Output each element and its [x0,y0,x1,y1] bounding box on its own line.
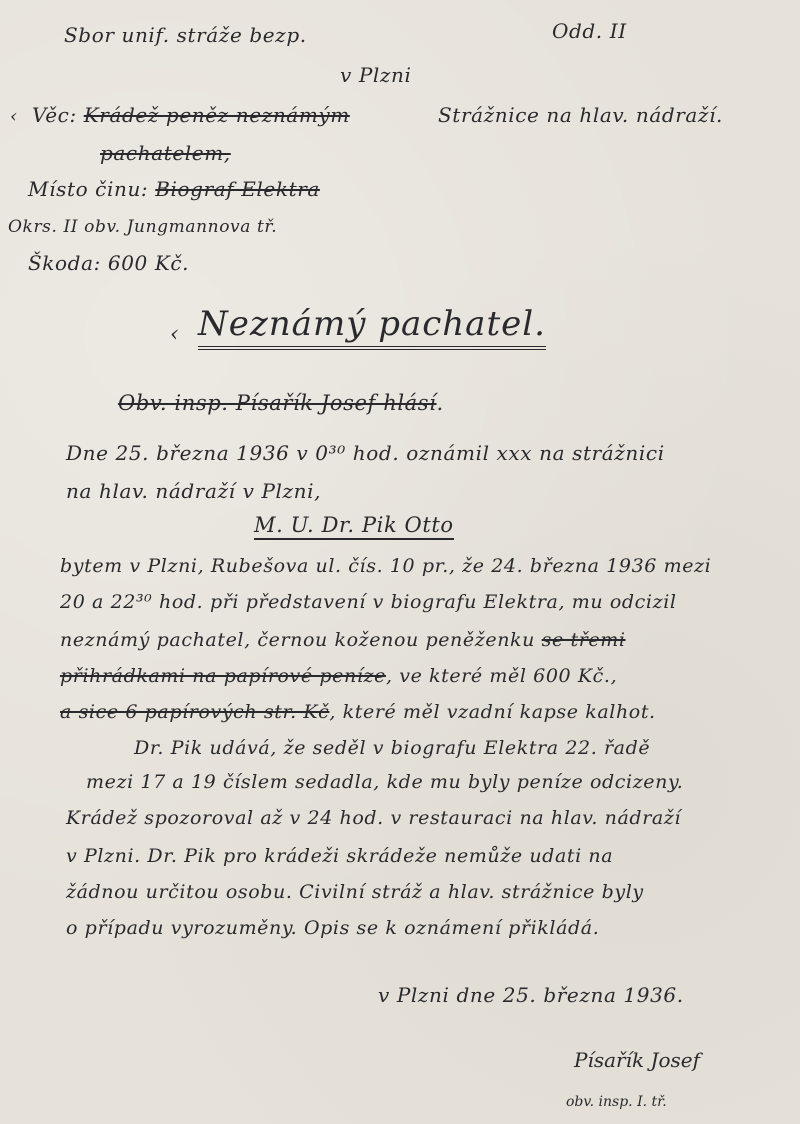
body-line-9: mezi 17 a 19 číslem sedadla, kde mu byly peníze odcizeny. [86,771,684,793]
body-line-5 [60,630,626,651]
signature-rank: obv. insp. I. tř. [566,1094,667,1110]
subject-text-line2: pachatelem, [100,141,231,165]
body-line-10: Krádež spozoroval až v 24 hod. v restauraci na hlav. nádraží [66,807,682,829]
org-line-1: Sbor unif. stráže bezp. [64,23,307,47]
org-line-2: v Plzni [340,63,412,87]
body-line-5-a: neznámý pachatel, černou koženou peněženku [60,629,535,651]
place-line-1 [28,178,320,200]
title-mark: ‹ [170,322,179,347]
damage-value: 600 Kč. [107,251,190,275]
body-line-1: Dne 25. března 1936 v 0³⁰ hod. oznámil xxx na strážnici [66,441,665,465]
page-title: Neznámý pachatel. [198,304,546,350]
body-line-13: o případu vyrozuměny. Opis se k oznámení přikládá. [66,917,600,939]
subject-line-2 [100,142,231,164]
subject-line-1 [32,104,350,126]
body-line-7 [60,702,656,723]
body-line-6 [60,666,617,687]
place-line-2: Okrs. II obv. Jungmannova tř. [8,217,278,237]
station-label: Strážnice na hlav. nádraží. [438,103,724,127]
body-line-11: v Plzni. Dr. Pik pro krádeži skrádeže nemůže udati na [66,845,614,867]
body-line-2: na hlav. nádraží v Plzni, [66,479,322,503]
damage-label: Škoda: [28,251,101,275]
reporter-suffix: . [436,391,444,415]
subject-text-struck: Krádež peněz neznámým [83,103,350,127]
dateline: v Plzni dne 25. března 1936. [378,983,684,1007]
body-line-8: Dr. Pik udává, že seděl v biografu Elektra 22. řadě [134,737,651,759]
body-line-12: žádnou určitou osobu. Civilní stráž a hlav. strážnice byly [66,881,644,903]
place-label: Místo činu: [28,177,149,201]
complainant-name: M. U. Dr. Pik Otto [254,514,454,540]
signature-name: Písařík Josef [574,1048,701,1072]
damage-line [28,252,189,274]
body-line-6-struck: přihrádkami na papírové peníze [60,665,386,687]
reporter-struck: Obv. insp. Písařík Josef hlásí [118,391,437,415]
body-line-5-struck: se třemi [541,629,626,651]
body-line-7-struck: a sice 6 papírových str. Kč [60,701,330,723]
margin-mark: ‹ [10,106,18,127]
body-line-6-b: , ve které měl 600 Kč., [385,665,618,687]
body-line-7-b: , které měl vzadní kapse kalhot. [329,701,656,723]
subject-prefix: Věc: [32,103,77,127]
body-line-4: 20 a 22³⁰ hod. při představení v biografu Elektra, mu odcizil [60,591,677,613]
reporter-line [118,392,444,415]
body-line-3: bytem v Plzni, Rubešova ul. čís. 10 pr., že 24. března 1936 mezi [60,555,712,577]
department-label: Odd. II [552,19,627,43]
place-value-struck: Biograf Elektra [155,177,320,201]
